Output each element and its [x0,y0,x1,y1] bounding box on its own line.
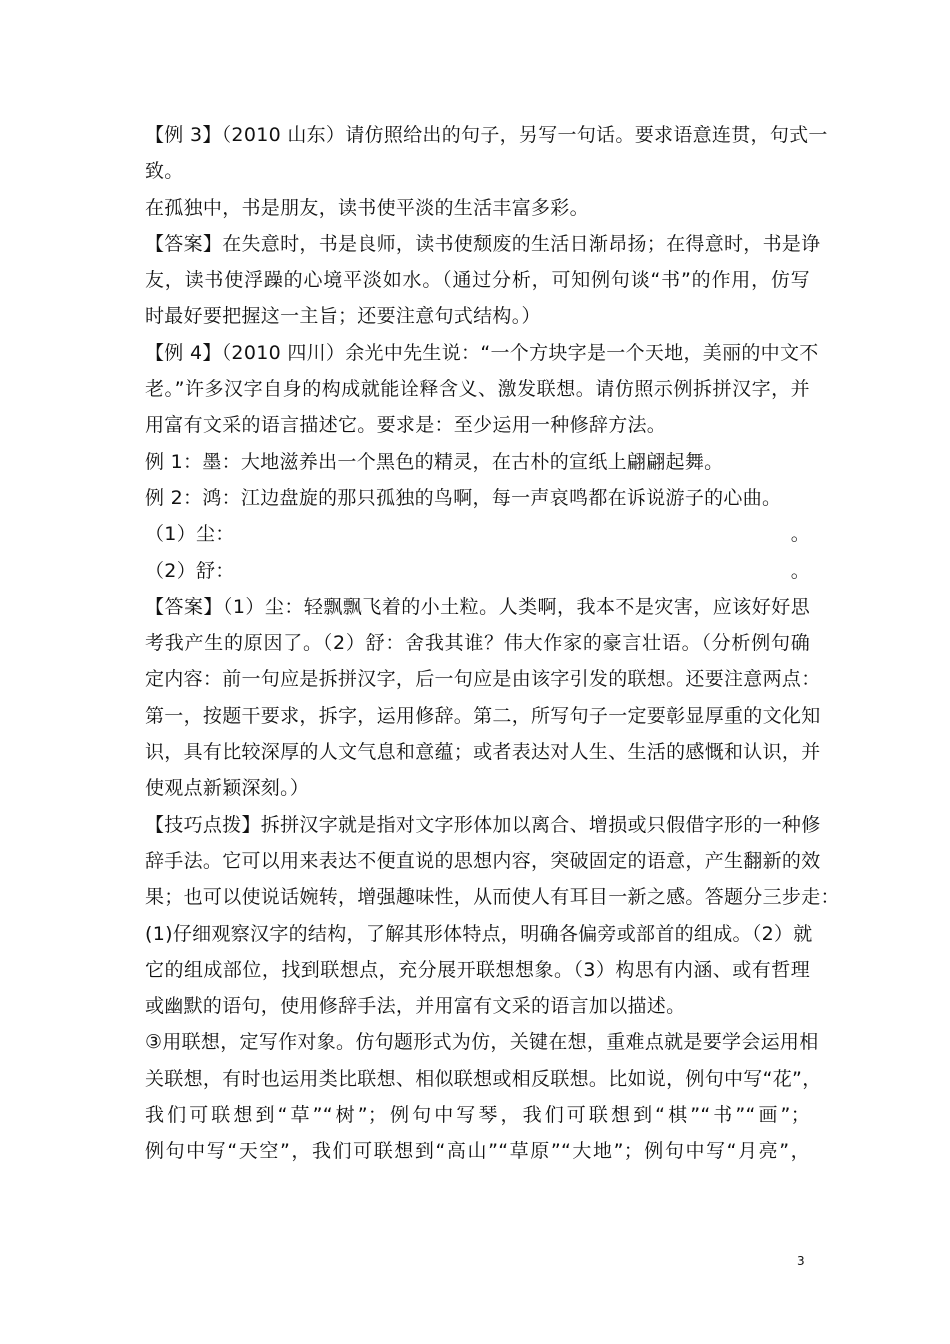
text-line: 它的组成部位，找到联想点，充分展开联想想象。（3）构思有内涵、或有哲理 [145,958,810,981]
text-line: 用富有文采的语言描述它。要求是：至少运用一种修辞方法。 [145,414,667,437]
fill-blank-end: 。 [790,523,810,546]
document-body [145,117,840,1170]
text-line: 例 1：墨：大地滋养出一个黑色的精灵，在古朴的宣纸上翩翩起舞。 [145,450,724,473]
text-line: 【例 3】（2010 山东）请仿照给出的句子，另写一句话。要求语意连贯，句式一 [145,124,828,146]
text-line: 致。 [145,160,184,183]
text-line: 老。”许多汉字自身的构成就能诠释含义、激发联想。请仿照示例拆拼汉字，并 [145,378,810,401]
text-line: (1)仔细观察汉字的结构，了解其形体特点，明确各偏旁或部首的组成。（2）就 [145,922,813,945]
text-line: 例 2：鸿：江边盘旋的那只孤独的鸟啊，每一声哀鸣都在诉说游子的心曲。 [145,486,782,509]
text-line: 【例 4】（2010 四川）余光中先生说：“一个方块字是一个天地，美丽的中文不 [145,341,819,364]
fill-blank-label: （2）舒： [145,559,235,582]
text-line: 果；也可以使说话婉转，增强趣味性，从而使人有耳目一新之感。答题分三步走： [145,886,840,909]
text-line: 识，具有比较深厚的人文气息和意蕴；或者表达对人生、生活的感慨和认识，并 [145,741,821,764]
text-line: 辞手法。它可以用来表达不便直说的思想内容，突破固定的语意，产生翻新的效 [145,849,821,872]
text-line: ③用联想，定写作对象。仿句题形式为仿，关键在想，重难点就是要学会运用相 [145,1031,819,1054]
text-line: 友，读书使浮躁的心境平淡如水。（通过分析，可知例句谈“书”的作用，仿写 [145,269,810,292]
text-line: 在孤独中，书是朋友，读书使平淡的生活丰富多彩。 [145,196,589,219]
text-line: 第一，按题干要求，拆字，运用修辞。第二，所写句子一定要彰显厚重的文化知 [145,704,821,727]
text-line: 【答案】（1）尘：轻飘飘飞着的小土粒。人类啊，我本不是灾害，应该好好思 [145,595,810,618]
text-line: 【答案】在失意时，书是良师，读书使颓废的生活日渐昂扬；在得意时，书是诤 [145,232,821,255]
fill-blank-end: 。 [790,559,810,582]
text-line: 或幽默的语句，使用修辞手法，并用富有文采的语言加以描述。 [145,995,686,1018]
text-line: 例句中写“天空”，我们可联想到“高山”“草原”“大地”；例句中写“月亮”， [145,1140,810,1163]
text-line: 关联想，有时也运用类比联想、相似联想或相反联想。比如说，例句中写“花”， [145,1067,822,1090]
page-number: 3 [797,1254,805,1268]
text-line: 我们可联想到“草”“树”；例句中写琴，我们可联想到“棋”“书”“画”； [145,1104,810,1127]
text-line: 时最好要把握这一主旨；还要注意句式结构。） [145,305,541,328]
text-line: 使观点新颖深刻。） [145,777,310,800]
fill-blank-label: （1）尘： [145,523,235,546]
text-line: 考我产生的原因了。（2）舒：舍我其谁？伟大作家的豪言壮语。（分析例句确 [145,632,810,655]
text-line: 【技巧点拨】拆拼汉字就是指对文字形体加以离合、增损或只假借字形的一种修 [145,813,821,836]
text-line: 定内容：前一句应是拆拼汉字，后一句应是由该字引发的联想。还要注意两点： [145,668,821,691]
fill-blank-row [145,516,810,552]
fill-blank-row [145,553,810,589]
